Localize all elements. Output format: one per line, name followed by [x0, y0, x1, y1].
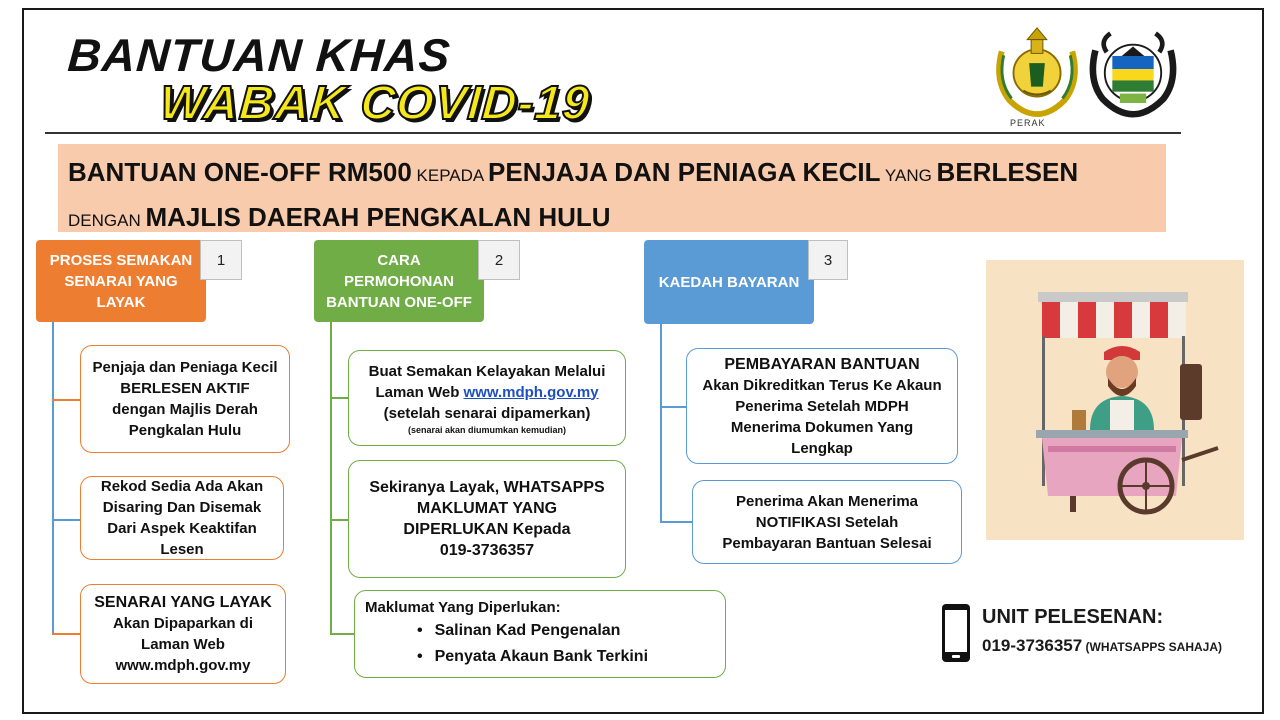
banner-target: PENJAJA DAN PENIAGA KECIL [488, 157, 881, 187]
phone-note: (WHATSAPPS SAHAJA) [1082, 640, 1222, 654]
banner-text: DENGAN [68, 211, 146, 230]
hawker-cart-illustration [986, 260, 1244, 540]
section2-header-text: BANTUAN ONE-OFF [326, 293, 472, 311]
bullet-icon: • [417, 648, 423, 665]
banner-text: KEPADA [411, 166, 489, 185]
section3-branch [660, 406, 686, 408]
section2-number: 2 [478, 240, 520, 280]
website-link[interactable]: www.mdph.gov.my [463, 383, 599, 401]
title-divider [45, 132, 1181, 134]
box-line: dengan Majlis Derah [112, 401, 258, 418]
unit-title: UNIT PELESENAN: [982, 606, 1164, 628]
box-line [375, 382, 598, 403]
phone-icon [940, 602, 972, 664]
section1-branch [52, 399, 80, 401]
section3-header [644, 240, 814, 324]
box-line: Penjaja dan Peniaga Kecil [92, 359, 278, 376]
list-item [365, 618, 620, 644]
box-line: Akan Dikreditkan Terus Ke Akaun [702, 376, 942, 394]
banner-text: YANG [880, 166, 937, 185]
box-line: Pengkalan Hulu [128, 422, 242, 439]
box-line: Laman Web [141, 636, 225, 653]
section1-box-eligibility [80, 345, 290, 453]
title-line-1: BANTUAN KHAS [66, 29, 453, 81]
info-banner [58, 144, 1166, 232]
list-item-text: Salinan Kad Pengenalan [434, 622, 621, 639]
box-line: SENARAI YANG LAYAK [94, 594, 272, 611]
section2-box-check-website [348, 350, 626, 446]
list-item [365, 644, 648, 670]
section3-box-payment [686, 348, 958, 464]
perak-emblem-icon [988, 22, 1086, 120]
box-line: Dari Aspek Keaktifan [107, 520, 257, 537]
section1-header-text: PROSES SEMAKAN SENARAI YANG LAYAK [49, 251, 193, 311]
section3-branch [660, 521, 692, 523]
box-line: Menerima Dokumen Yang [730, 418, 914, 436]
section2-branch [330, 633, 354, 635]
section1-box-list [80, 584, 286, 684]
banner-council: MAJLIS DAERAH PENGKALAN HULU [145, 202, 611, 232]
section2-header-text: PERMOHONAN [343, 272, 454, 290]
box-line: 019-3736357 [439, 542, 535, 559]
box-line: (setelah senarai dipamerkan) [383, 404, 591, 422]
section2-header [314, 240, 484, 322]
box-line: Akan Dipaparkan di [112, 615, 254, 632]
section3-header-text: KAEDAH BAYARAN [658, 273, 800, 291]
section2-box-whatsapp [348, 460, 626, 578]
banner-licensed: BERLESEN [936, 157, 1079, 187]
section1-header [36, 240, 206, 322]
banner-amount: BANTUAN ONE-OFF RM500 [68, 157, 412, 187]
box-line: Disaring Dan Disemak [102, 499, 262, 516]
section1-connector [52, 322, 54, 634]
section1-box-records [80, 476, 284, 560]
section1-number: 1 [200, 240, 242, 280]
section2-branch [330, 519, 348, 521]
section1-branch [52, 633, 80, 635]
box-line: Buat Semakan Kelayakan Melalui [368, 362, 606, 380]
box-line: BERLESEN AKTIF [120, 380, 250, 397]
section3-box-notification [692, 480, 962, 564]
perak-emblem-label: PERAK [1010, 118, 1046, 128]
title-line-2: WABAK COVID-19 [158, 77, 592, 130]
section3-number: 3 [808, 240, 848, 280]
box-line: Pembayaran Bantuan Selesai [722, 534, 932, 552]
box-line: MAKLUMAT YANG [416, 500, 558, 517]
phone-number: 019-3736357 [982, 636, 1083, 655]
bullet-icon: • [417, 622, 423, 639]
section2-header-text: CARA [377, 251, 421, 269]
box-line: www.mdph.gov.my [115, 657, 251, 674]
box-line: NOTIFIKASI Setelah [755, 513, 899, 531]
box-line: Lengkap [791, 439, 853, 457]
box-line: Lesen [160, 541, 204, 558]
box-line: Penerima Akan Menerima [735, 492, 919, 510]
section3-connector [660, 324, 662, 522]
box-text: Laman Web [375, 383, 464, 401]
box-line: Rekod Sedia Ada Akan [100, 478, 264, 495]
box-note: (senarai akan diumumkan kemudian) [407, 424, 567, 435]
box-line: PEMBAYARAN BANTUAN [724, 355, 920, 373]
box-line: Sekiranya Layak, WHATSAPPS [369, 479, 605, 496]
unit-phone [982, 636, 1222, 656]
section2-connector [330, 322, 332, 634]
section2-branch [330, 397, 348, 399]
section2-box-required-info [354, 590, 726, 678]
required-info-title: Maklumat Yang Diperlukan: [365, 599, 561, 616]
mdph-emblem-icon [1086, 22, 1180, 120]
list-item-text: Penyata Akaun Bank Terkini [434, 648, 649, 665]
box-line: Penerima Setelah MDPH [735, 397, 909, 415]
section1-branch [52, 519, 80, 521]
box-line: DIPERLUKAN Kepada [403, 521, 571, 538]
